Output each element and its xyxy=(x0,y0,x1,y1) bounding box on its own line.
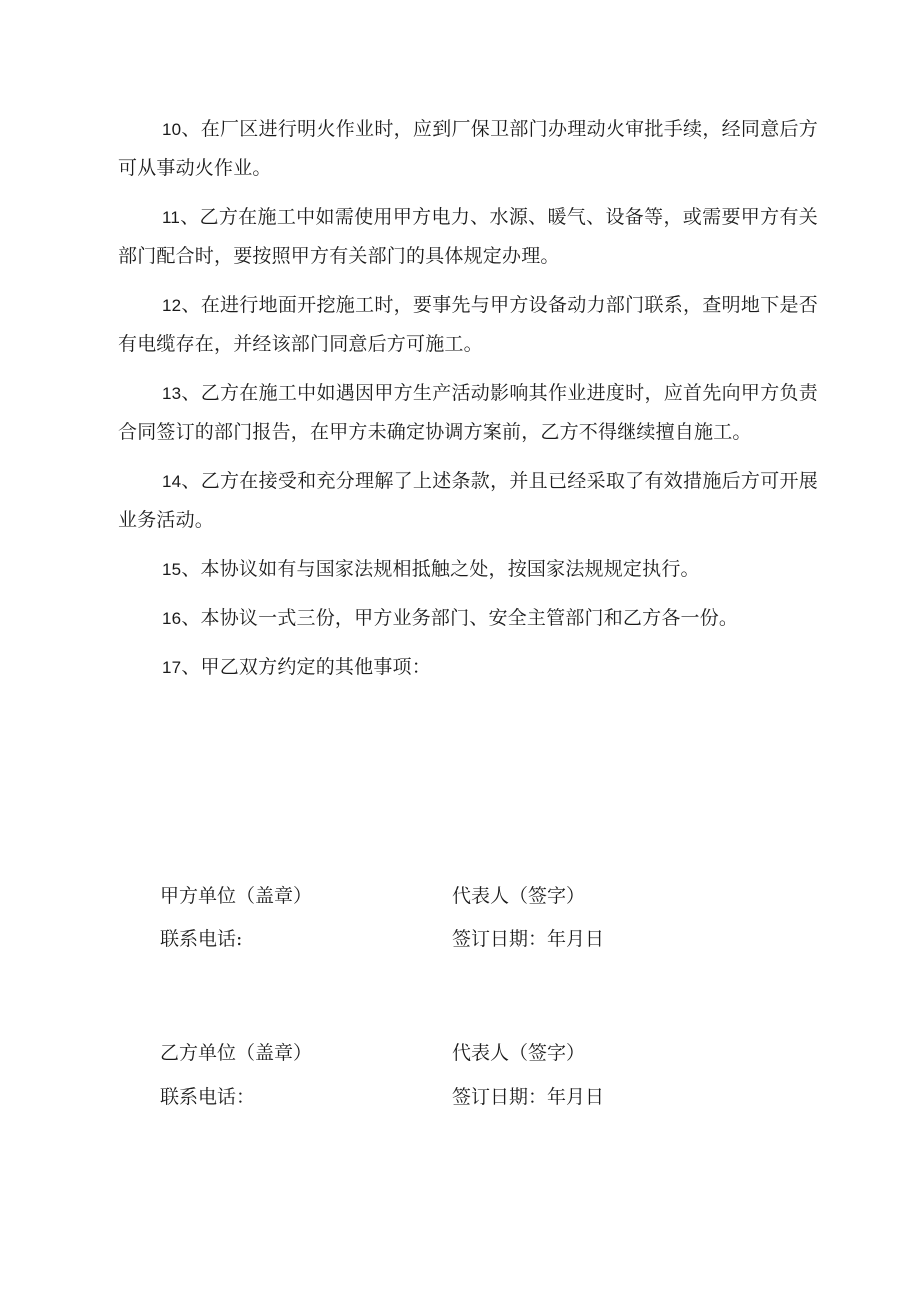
clause-text: 、甲乙双方约定的其他事项： xyxy=(181,656,431,678)
clause-15 xyxy=(118,550,818,589)
clause-text: 、乙方在施工中如遇因甲方生产活动影响其作业进度时，应首先向甲方负责合同签订的部门报告，在甲方未确定协调方案前，乙方不得继续擅自施工。 xyxy=(118,382,818,443)
clause-number: 12 xyxy=(162,296,182,315)
clause-14 xyxy=(118,462,818,540)
party-b-date-label: 签订日期：年月日 xyxy=(452,1086,605,1108)
clause-number: 16 xyxy=(162,609,182,628)
clause-number: 11 xyxy=(162,208,181,227)
clause-text: 、乙方在接受和充分理解了上述条款，并且已经采取了有效措施后方可开展业务活动。 xyxy=(118,470,818,531)
clause-number: 13 xyxy=(162,384,182,403)
clause-number: 17 xyxy=(162,658,182,677)
party-a-representative-label: 代表人（签字） xyxy=(452,885,586,907)
clause-11 xyxy=(118,198,818,276)
clause-number: 15 xyxy=(162,560,182,579)
clause-text: 、本协议一式三份，甲方业务部门、安全主管部门和乙方各一份。 xyxy=(181,607,739,629)
party-a-date-label: 签订日期：年月日 xyxy=(452,928,605,950)
clause-text: 、乙方在施工中如需使用甲方电力、水源、暖气、设备等，或需要甲方有关部门配合时，要按照甲方有关部门的具体规定办理。 xyxy=(118,206,818,267)
clause-12 xyxy=(118,286,818,364)
clause-list xyxy=(118,110,818,697)
clause-16 xyxy=(118,599,818,638)
clause-10 xyxy=(118,110,818,188)
clause-number: 14 xyxy=(162,472,182,491)
party-b-phone-label: 联系电话： xyxy=(160,1086,256,1108)
clause-13 xyxy=(118,374,818,452)
party-a-unit-label: 甲方单位（盖章） xyxy=(160,885,313,907)
party-a-phone-label: 联系电话: xyxy=(160,928,243,950)
clause-text: 、在进行地面开挖施工时，要事先与甲方设备动力部门联系，查明地下是否有电缆存在，并经该部门同意后方可施工。 xyxy=(118,294,818,355)
party-b-representative-label: 代表人（签字） xyxy=(452,1042,586,1064)
clause-text: 、本协议如有与国家法规相抵触之处，按国家法规规定执行。 xyxy=(181,558,700,580)
clause-number: 10 xyxy=(162,120,182,139)
clause-17 xyxy=(118,648,818,687)
party-b-unit-label: 乙方单位（盖章） xyxy=(160,1042,313,1064)
clause-text: 、在厂区进行明火作业时，应到厂保卫部门办理动火审批手续，经同意后方可从事动火作业。 xyxy=(118,118,818,179)
